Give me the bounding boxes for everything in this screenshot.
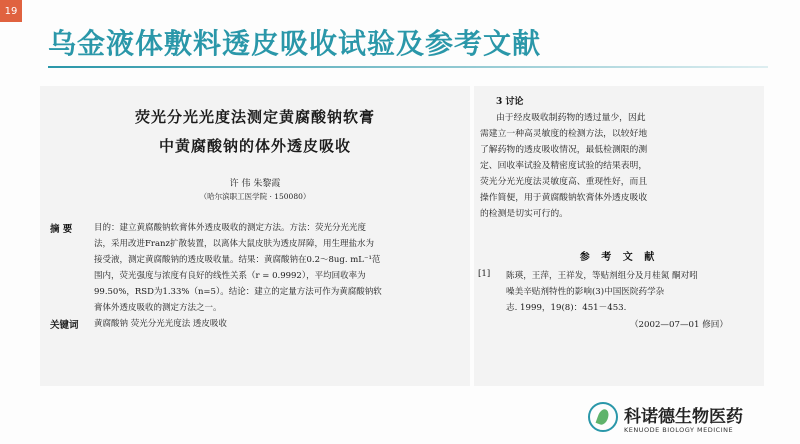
paper-title-line-2: 中黄腐酸钠的体外透皮吸收 — [158, 137, 351, 155]
slide-title: 乌金液体敷料透皮吸收试验及参考文献 — [48, 27, 542, 60]
abstract-line: 围内，荧光强度与浓度有良好的线性关系（r = 0.9992），平均回收率为 — [94, 271, 366, 281]
discussion-heading: 3 讨论 — [496, 97, 524, 107]
abstract-line: 法，采用改进Franz扩散装置，以离体大鼠皮肤为透皮屏障，用生理盐水为 — [94, 239, 374, 249]
abstract-label: 摘 要 — [50, 224, 73, 235]
keywords-text: 黄腐酸钠 荧光分光光度法 透皮吸收 — [94, 319, 227, 329]
discussion-line: 需建立一种高灵敏度的检测方法，以较好地 — [480, 129, 648, 139]
paper-scan-right — [474, 86, 764, 386]
logo-name: 科诺德生物医药 — [624, 407, 743, 427]
paper-affiliation: （哈尔滨职工医学院 · 150080） — [199, 192, 311, 201]
paper-title-line-1: 荧光分光光度法测定黄腐酸钠软膏 — [134, 108, 375, 126]
reference-line: 噪美辛贴剂特性的影响(3)中国医院药学杂 — [506, 287, 665, 297]
reference-line: 陈瑛，王萍，王祥发，等贴剂组分及月桂氮 酮对吲 — [506, 271, 698, 281]
discussion-line: 操作简便，用于黄腐酸钠软膏体外透皮吸收 — [480, 193, 648, 203]
revision-date: （2002—07—01 修回） — [629, 320, 728, 330]
discussion-line: 了解药物的透皮吸收情况，最低检测限的测 — [480, 145, 648, 155]
discussion-line: 的检测是切实可行的。 — [480, 209, 568, 219]
references-heading: 参 考 文 献 — [579, 252, 659, 263]
logo-subtitle: KENUODE BIOLOGY MEDICINE — [624, 426, 734, 434]
abstract-line: 膏体外透皮吸收的测定方法之一。 — [94, 303, 222, 313]
discussion-line: 荧光分光光度法灵敏度高、重现性好，而且 — [480, 177, 648, 187]
reference-line: 志. 1999，19(8)：451－453. — [506, 303, 627, 313]
paper-authors: 许 伟 朱黎霞 — [229, 179, 281, 189]
keywords-label: 关键词 — [50, 320, 79, 331]
title-underline — [48, 66, 768, 68]
discussion-line: 由于经皮吸收制药物的透过量少，因此 — [496, 113, 646, 123]
reference-number: [1] — [478, 269, 491, 279]
abstract-line: 接受液，测定黄腐酸钠的透皮吸收量。结果：黄腐酸钠在0.2～8ug. mL⁻¹范 — [94, 255, 381, 265]
discussion-line: 定、回收率试验及精密度试验的结果表明， — [480, 161, 648, 171]
logo-icon — [588, 402, 618, 432]
abstract-line: 99.50%，RSD为1.33%（n=5）。结论：建立的定量方法可作为黄腐酸钠软 — [94, 287, 382, 297]
paper-scan-left — [40, 86, 470, 386]
page-number-badge: 19 — [0, 0, 22, 22]
company-logo — [588, 400, 788, 440]
abstract-line: 目的：建立黄腐酸钠软膏体外透皮吸收的测定方法。方法：荧光分光光度 — [94, 223, 367, 233]
